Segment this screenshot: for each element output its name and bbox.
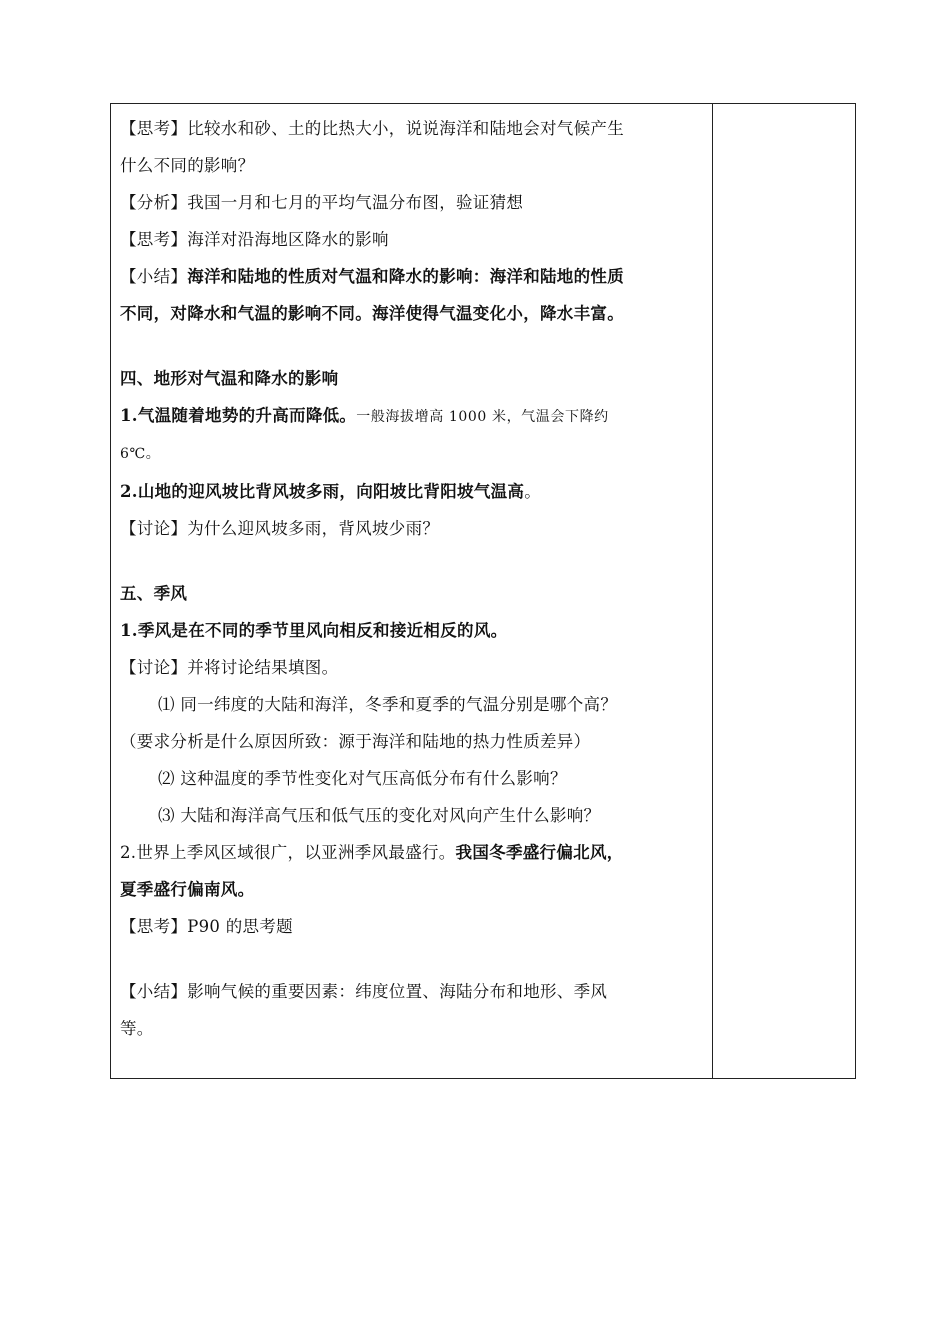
terrain-point-2-bold: 2.山地的迎风坡比背风坡多雨，向阳坡比背阳坡气温高: [120, 482, 525, 501]
think-paragraph-2: [120, 221, 706, 258]
terrain-point-1: [120, 397, 706, 436]
think-text: 海洋对沿海地区降水的影响: [187, 230, 389, 249]
section-heading-monsoon: 五、季风: [120, 584, 188, 603]
think-text: 比较水和砂、土的比热大小，说说海洋和陆地会对气候产生: [187, 119, 625, 138]
summary-text-cont: 等。: [120, 1019, 154, 1038]
discuss-tag: 【讨论】: [120, 519, 188, 538]
monsoon-point-1: 1.季风是在不同的季节里风向相反和接近相反的风。: [120, 621, 508, 640]
summary-paragraph-1-cont: [120, 295, 706, 332]
lesson-content-cell: [120, 110, 706, 1047]
terrain-point-2-end: 。: [524, 482, 542, 501]
think-tag: 【思考】: [120, 917, 188, 936]
terrain-discuss: [120, 510, 706, 547]
summary-paragraph-2: [120, 973, 706, 1010]
analysis-paragraph: [120, 184, 706, 221]
summary-tag: 【小结】: [120, 267, 188, 286]
discuss-text: 为什么迎风坡多雨，背风坡少雨？: [187, 519, 440, 538]
monsoon-question-1-note: （要求分析是什么原因所致：源于海洋和陆地的热力性质差异）: [120, 732, 591, 751]
summary-text: 海洋和陆地的性质对气温和降水的影响：海洋和陆地的性质: [187, 267, 625, 286]
lesson-table: [110, 103, 856, 1079]
terrain-point-1-bold: 1.气温随着地势的升高而降低。: [120, 406, 357, 425]
monsoon-question-1: ⑴ 同一纬度的大陆和海洋，冬季和夏季的气温分别是哪个高？: [158, 695, 618, 714]
terrain-point-1-note: 一般海拔增高 1000 米，气温会下降约: [356, 409, 609, 425]
analysis-tag: 【分析】: [120, 193, 188, 212]
monsoon-question-3: ⑶ 大陆和海洋高气压和低气压的变化对风向产生什么影响？: [158, 806, 601, 825]
summary-paragraph-2-cont: [120, 1010, 706, 1047]
monsoon-point-2-text: 2.世界上季风区域很广，以亚洲季风最盛行。: [120, 843, 456, 862]
think-tag: 【思考】: [120, 119, 188, 138]
think-text-cont: 什么不同的影响？: [120, 156, 255, 175]
terrain-point-2: [120, 473, 706, 510]
monsoon-point-2-cont: 夏季盛行偏南风。: [120, 880, 255, 899]
discuss-text: 并将讨论结果填图。: [187, 658, 339, 677]
monsoon-discuss: [120, 649, 706, 686]
summary-text: 影响气候的重要因素：纬度位置、海陆分布和地形、季风: [187, 982, 608, 1001]
summary-tag: 【小结】: [120, 982, 188, 1001]
analysis-text: 我国一月和七月的平均气温分布图，验证猜想: [187, 193, 524, 212]
section-heading-terrain: 四、地形对气温和降水的影响: [120, 369, 339, 388]
summary-paragraph-1: [120, 258, 706, 295]
summary-text-cont: 不同，对降水和气温的影响不同。海洋使得气温变化小，降水丰富。: [120, 304, 624, 323]
monsoon-think: [120, 908, 706, 945]
think-paragraph-1-cont: [120, 147, 706, 184]
monsoon-point-2: [120, 834, 706, 871]
think-text: P90 的思考题: [187, 917, 293, 936]
monsoon-question-2: ⑵ 这种温度的季节性变化对气压高低分布有什么影响？: [158, 769, 567, 788]
discuss-tag: 【讨论】: [120, 658, 188, 677]
terrain-point-1-cont: 6℃。: [120, 446, 161, 462]
notes-cell: [713, 104, 855, 1078]
think-tag: 【思考】: [120, 230, 188, 249]
think-paragraph-1: [120, 110, 706, 147]
monsoon-point-2-bold: 我国冬季盛行偏北风，: [455, 843, 624, 862]
